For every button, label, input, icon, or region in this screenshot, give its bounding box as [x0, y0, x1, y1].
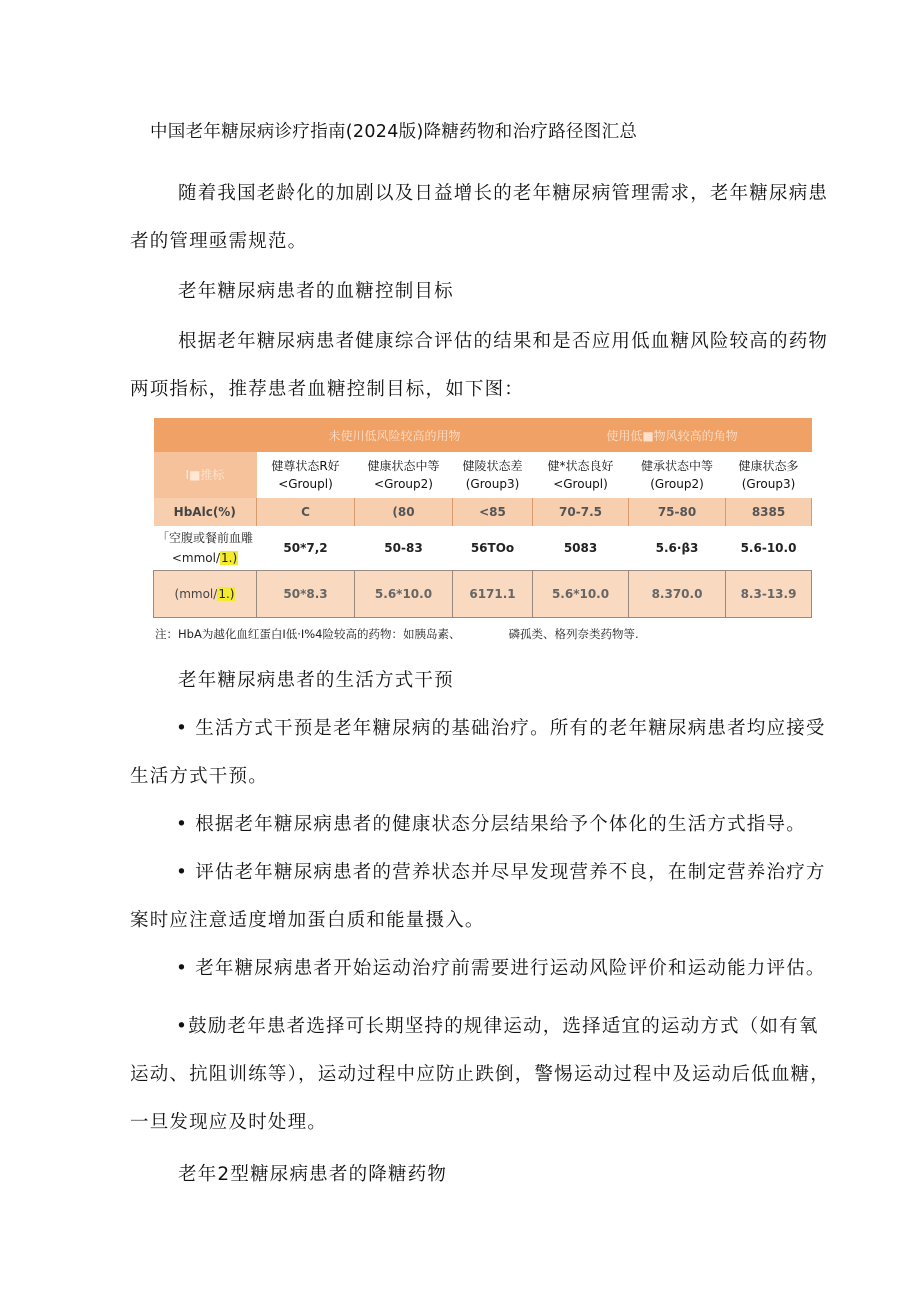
- table-cell: C: [257, 498, 355, 526]
- group-header-high-risk: 使用低■物风较高的角物: [533, 418, 812, 452]
- document-title: 中国老年糖尿病诊疗指南(2024版)降糖药物和治疗路径图汇总: [150, 122, 638, 142]
- column-header: 健康状态多 (Group3): [726, 452, 812, 498]
- table-cell: 50-83: [355, 526, 453, 571]
- table-cell: 70-7.5: [533, 498, 629, 526]
- table-footnote: 注：HbA为越化血红蛋白I低·I%4险较高的药物：如胰岛素、 磷孤类、格列奈类药物等.: [155, 627, 639, 641]
- section-heading-lifestyle: 老年糖尿病患者的生活方式干预: [178, 670, 454, 691]
- list-item: •鼓励老年患者选择可长期坚持的规律运动，选择适宜的运动方式（如有氧运动、抗阻训练等），运动过程中应防止跌倒，警惕运动过程中及运动后低血糖，一旦发现应及时处理。: [130, 1016, 830, 1133]
- target-paragraph: 根据老年糖尿病患者健康综合评估的结果和是否应用低血糖风险较高的药物两项指标，推荐患者血糖控制目标，如下图：: [130, 331, 829, 400]
- table-cell: 8385: [726, 498, 812, 526]
- glucose-target-table: [153, 418, 812, 618]
- table-cell: 50*7,2: [257, 526, 355, 571]
- table-cell: 6171.1: [453, 571, 533, 618]
- table-cell: 5.6*10.0: [355, 571, 453, 618]
- column-header: 健陵状态差 (Group3): [453, 452, 533, 498]
- table-cell: 5.6*10.0: [533, 571, 629, 618]
- list-item: • 评估老年糖尿病患者的营养状态并尽早发现营养不良，在制定营养治疗方案时应注意适度增加蛋白质和能量摄入。: [130, 862, 826, 931]
- column-header: 健尊状态R好 <Groupl): [257, 452, 355, 498]
- table-cell: <85: [453, 498, 533, 526]
- highlight-mark: 1.): [218, 587, 235, 601]
- table-cell: 5083: [533, 526, 629, 571]
- column-header: 健康状态中等 <Group2): [355, 452, 453, 498]
- list-item: • 根据老年糖尿病患者的健康状态分层结果给予个体化的生活方式指导。: [176, 814, 806, 835]
- column-header: 健*状态良好 <Groupl): [533, 452, 629, 498]
- table-row-hba1c: [154, 498, 812, 526]
- list-item: • 生活方式干预是老年糖尿病的基础治疗。所有的老年糖尿病患者均应接受生活方式干预。: [130, 718, 826, 787]
- section-heading-drugs: 老年2型糖尿病患者的降糖药物: [178, 1164, 448, 1185]
- section-heading-glucose-target: 老年糖尿病患者的血糖控制目标: [178, 281, 454, 302]
- table-group-header-row: [154, 418, 812, 452]
- column-header: 健承状态中等 (Group2): [629, 452, 726, 498]
- table-cell: 5.6·β3: [629, 526, 726, 571]
- intro-paragraph: 随着我国老龄化的加剧以及日益增长的老年糖尿病管理需求，老年糖尿病患者的管理亟需规范。: [130, 183, 829, 252]
- table-cell: 5.6-10.0: [726, 526, 812, 571]
- row-label: 「空腹或餐前血雕<mmol/1.): [154, 526, 257, 571]
- table-cell: 56TOo: [453, 526, 533, 571]
- highlight-mark: 1.): [221, 551, 238, 565]
- table-cell: 75-80: [629, 498, 726, 526]
- table-corner-top: [154, 418, 257, 452]
- table-cell: 50*8.3: [257, 571, 355, 618]
- table-row-fasting: [154, 526, 812, 571]
- list-item: • 老年糖尿病患者开始运动治疗前需要进行运动风险评价和运动能力评估。: [176, 958, 826, 979]
- row-label: HbAlc(%): [154, 498, 257, 526]
- table-cell: 8.370.0: [629, 571, 726, 618]
- group-header-low-risk: 未使川低风险较高的用物: [257, 418, 533, 452]
- table-cell: (80: [355, 498, 453, 526]
- table-corner-label: I■推标: [154, 452, 257, 498]
- row-label: (mmol/1.): [154, 571, 257, 618]
- table-cell: 8.3-13.9: [726, 571, 812, 618]
- table-row-bedtime: [154, 571, 812, 618]
- table-column-header-row: [154, 452, 812, 498]
